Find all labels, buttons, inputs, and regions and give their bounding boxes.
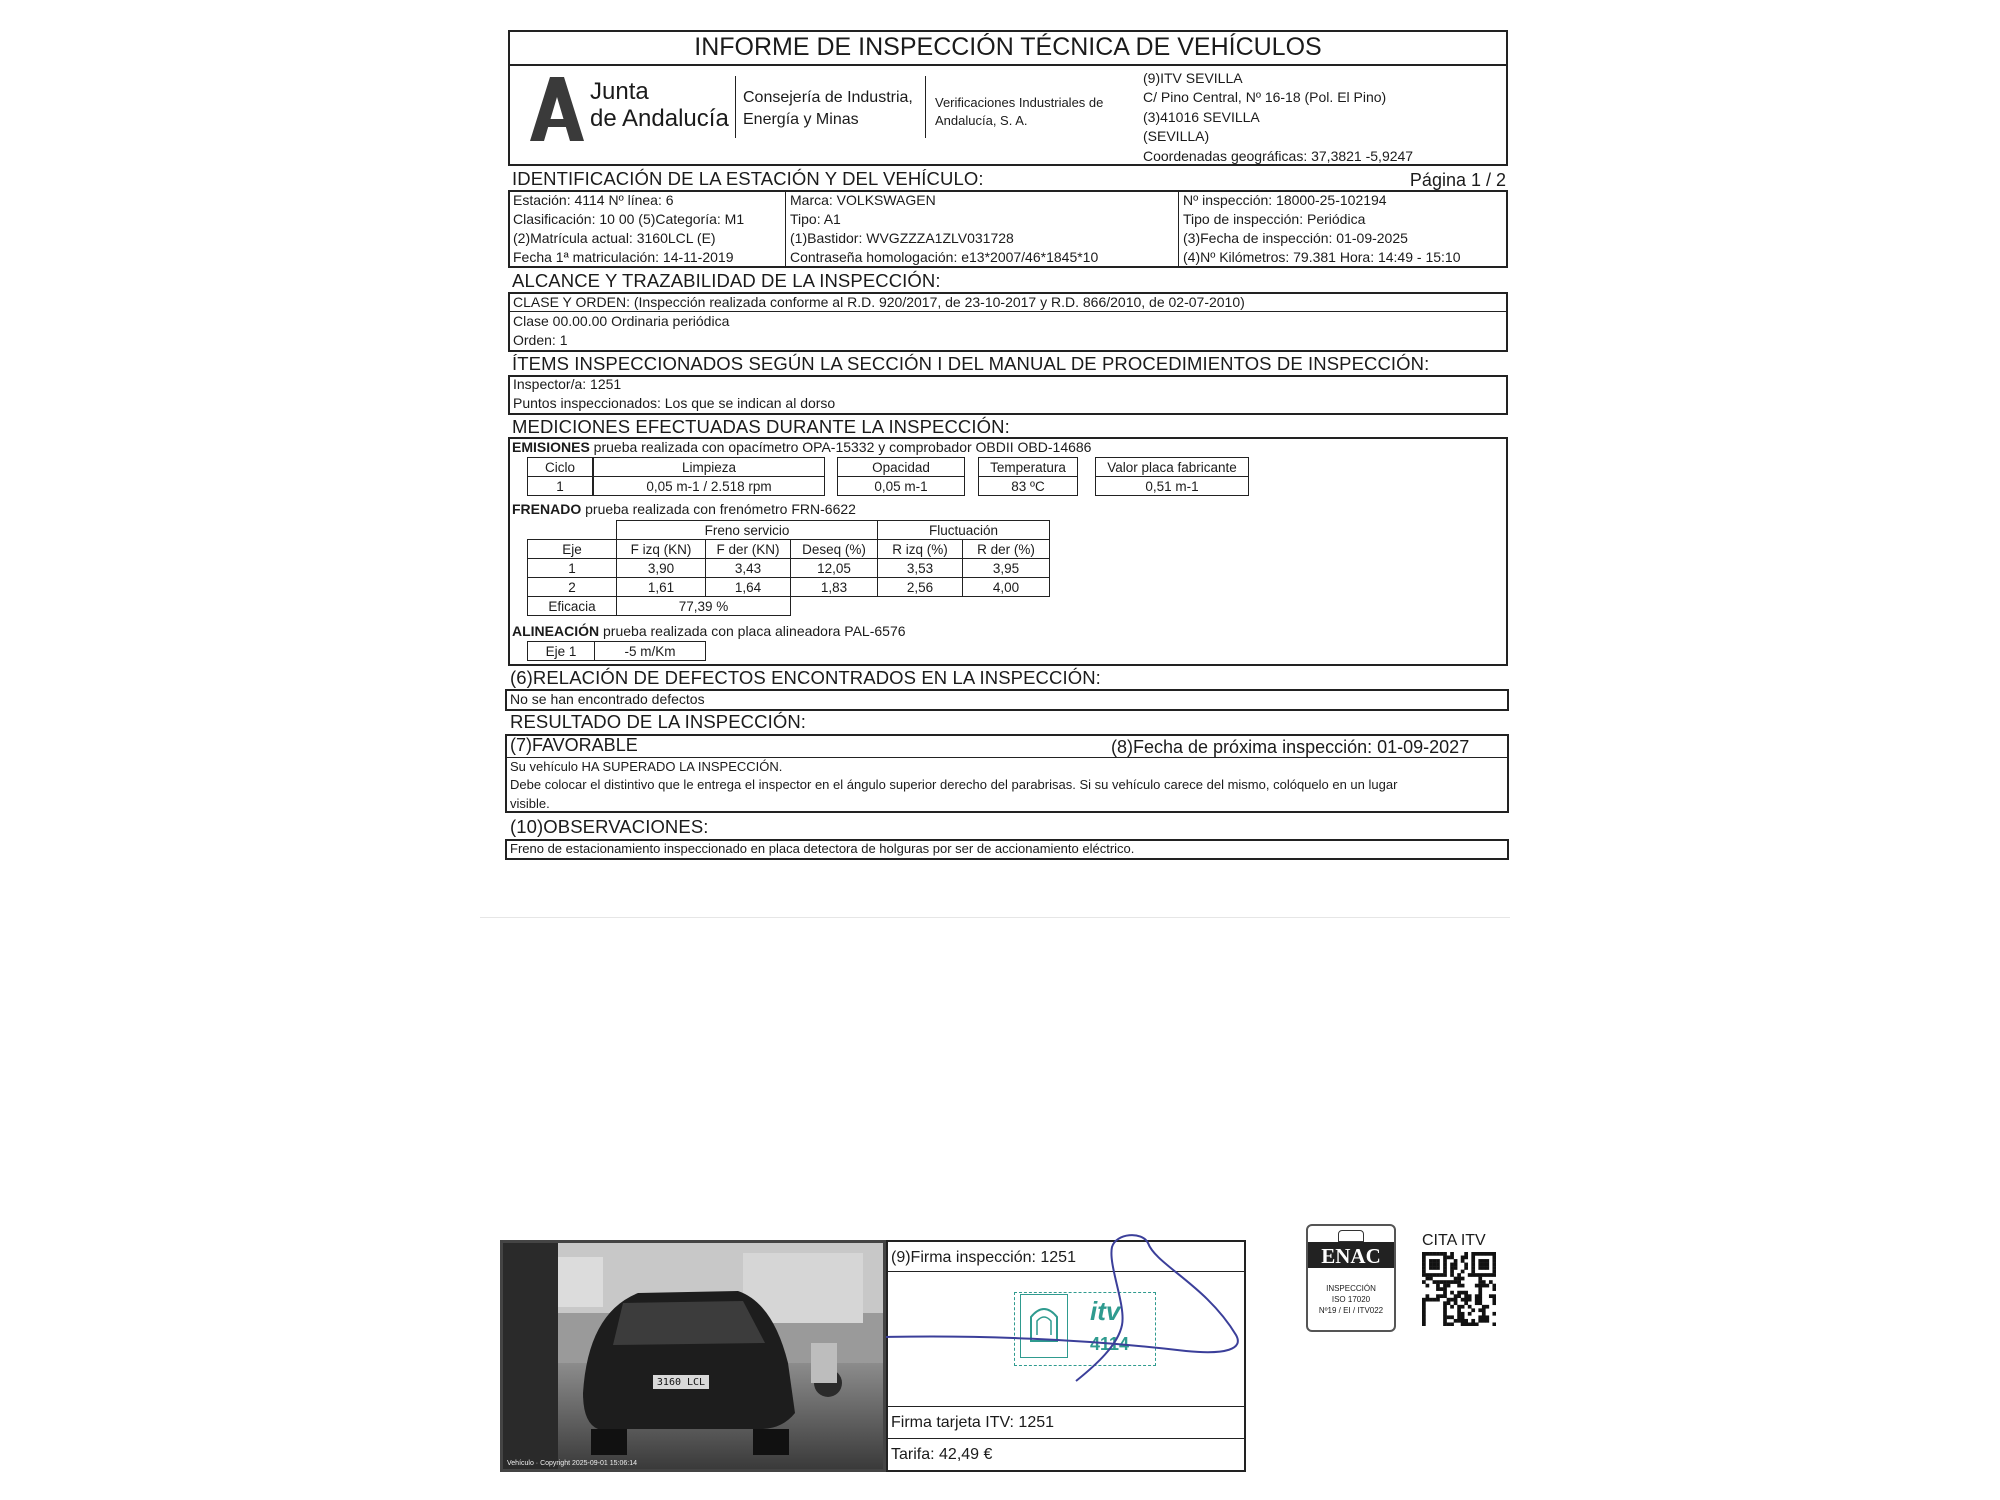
axle-header: Eje [528,540,617,559]
defects-text: No se han encontrado defectos [510,691,705,707]
department-line2: Energía y Minas [743,111,859,128]
junta-andalucia-logo [528,75,586,148]
service-brake-group: Freno servicio [617,521,878,540]
cycle-value: 1 [528,477,593,496]
alignment-label: ALINEACIÓN [512,623,600,639]
left-force-cell: 3,90 [617,559,706,578]
inspected-points-line: Puntos inspeccionados: Los que se indican al dorso [513,395,836,411]
company-line2: Andalucía, S. A. [935,113,1028,128]
emissions-plate-value-table [1095,457,1249,496]
braking-label: FRENADO [512,501,582,517]
cleaning-header: Limpieza [594,458,825,477]
right-fluctuation-header: R der (%) [963,540,1050,559]
inspector-line: Inspector/a: 1251 [513,376,622,392]
inspection-type-line: Tipo de inspección: Periódica [1183,211,1366,227]
photo-plate-text: 3160 LCL [656,1377,706,1388]
enac-line1: INSPECCIÓN [1326,1284,1376,1293]
vehicle-photo-frame [500,1240,886,1472]
vin-line: (1)Bastidor: WVGZZZA1ZLV031728 [790,230,1014,246]
imbalance-header: Deseq (%) [791,540,878,559]
station-province: (SEVILLA) [1143,128,1210,144]
cycle-header: Ciclo [528,458,593,477]
page-number: Página 1 / 2 [1409,170,1506,190]
braking-description: prueba realizada con frenómetro FRN-6622 [581,501,856,517]
enac-line3: Nº19 / EI / ITV022 [1318,1306,1384,1315]
items-title: ÍTEMS INSPECCIONADOS SEGÚN LA SECCIÓN I DEL MANUAL DE PROCEDIMIENTOS DE INSPECCIÓN: [512,353,1430,374]
classification-line: Clasificación: 10 00 (5)Categoría: M1 [513,211,745,227]
alignment-axle: Eje 1 [528,642,595,661]
measurements-title: MEDICIONES EFECTUADAS DURANTE LA INSPECCIÓN: [512,416,1010,437]
class-line: Clase 00.00.00 Ordinaria periódica [513,313,730,329]
left-force-header: F izq (KN) [617,540,706,559]
station-line: Estación: 4114 Nº línea: 6 [513,192,674,208]
plate-value: 0,51 m-1 [1096,477,1249,496]
signature-label: (9)Firma inspección: 1251 [891,1249,1076,1266]
braking-table [527,520,1050,616]
plate-value-header: Valor placa fabricante [1096,458,1249,477]
result-title: RESULTADO DE LA INSPECCIÓN: [510,711,807,732]
result-line1: Su vehículo HA SUPERADO LA INSPECCIÓN. [510,759,783,774]
alignment-value: -5 m/Km [595,642,706,661]
logo-line2: de Andalucía [590,105,729,132]
type-line: Tipo: A1 [790,211,841,227]
left-fluctuation-cell: 3,53 [878,559,963,578]
emissions-cycle-table [527,457,593,496]
cleaning-value: 0,05 m-1 / 2.518 rpm [594,477,825,496]
opacity-header: Opacidad [838,458,965,477]
enac-line2: ISO 17020 [1331,1295,1371,1304]
scope-title: ALCANCE Y TRAZABILIDAD DE LA INSPECCIÓN: [512,270,941,291]
fee-label: Tarifa: 42,49 € [891,1446,993,1463]
emissions-line [512,439,1091,455]
imbalance-cell: 1,83 [791,578,878,597]
alignment-description: prueba realizada con placa alineadora PAL-6576 [599,623,906,639]
enac-name: ENAC [1321,1244,1381,1268]
table-row [528,578,1050,597]
next-inspection-date: (8)Fecha de próxima inspección: 01-09-2027 [1111,737,1470,757]
emissions-opacity-table [837,457,965,496]
qr-label: CITA ITV [1422,1232,1486,1249]
plate-line: (2)Matrícula actual: 3160LCL (E) [513,230,716,246]
emissions-description: prueba realizada con opacímetro OPA-15332 y comprobador OBDII OBD-14686 [589,439,1092,455]
first-registration-line: Fecha 1ª matriculación: 14-11-2019 [513,249,734,265]
station-address: C/ Pino Central, Nº 16-18 (Pol. El Pino) [1143,89,1387,105]
alignment-line [512,623,906,639]
observations-text: Freno de estacionamiento inspeccionado en placa detectora de holguras por ser de accionamiento eléctrico. [510,841,1135,856]
right-fluctuation-cell: 4,00 [963,578,1050,597]
station-coordinates: Coordenadas geográficas: 37,3821 -5,9247 [1143,148,1414,164]
stamp-number: 4114 [1090,1334,1130,1354]
vehicle-photo [503,1243,883,1469]
left-fluctuation-cell: 2,56 [878,578,963,597]
enac-badge [1306,1224,1396,1332]
report-title: INFORME DE INSPECCIÓN TÉCNICA DE VEHÍCULOS [694,33,1322,61]
brand-line: Marca: VOLKSWAGEN [790,192,936,208]
defects-title: (6)RELACIÓN DE DEFECTOS ENCONTRADOS EN LA INSPECCIÓN: [510,667,1101,688]
imbalance-cell: 12,05 [791,559,878,578]
result-verdict: (7)FAVORABLE [510,735,638,755]
class-order-line: CLASE Y ORDEN: (Inspección realizada conforme al R.D. 920/2017, de 23-10-2017 y R.D. 866/2010, de 02-07-2010) [513,294,1245,310]
table-row [528,559,1050,578]
qr-code-icon[interactable] [1422,1252,1496,1326]
right-force-cell: 3,43 [706,559,791,578]
station-city: (3)41016 SEVILLA [1143,109,1260,125]
efficiency-label: Eficacia [528,597,617,616]
temperature-value: 83 ºC [979,477,1078,496]
homologation-line: Contraseña homologación: e13*2007/46*1845*10 [790,249,1099,265]
kilometers-line: (4)Nº Kilómetros: 79.381 Hora: 14:49 - 15:10 [1183,249,1461,265]
axle-cell: 2 [528,578,617,597]
card-signature-label: Firma tarjeta ITV: 1251 [891,1414,1055,1431]
axle-cell: 1 [528,559,617,578]
opacity-value: 0,05 m-1 [838,477,965,496]
logo-line1: Junta [590,78,649,105]
company-line1: Verificaciones Industriales de [935,95,1104,110]
result-line2: Debe colocar el distintivo que le entrega el inspector en el ángulo superior derecho del parabrisas. Si su vehículo carece del mismo, colóquelo en un lugar [510,777,1398,792]
efficiency-value: 77,39 % [617,597,791,616]
emissions-label: EMISIONES [512,439,590,455]
inspection-date-line: (3)Fecha de inspección: 01-09-2025 [1183,230,1408,246]
emissions-temperature-table [978,457,1078,496]
left-force-cell: 1,61 [617,578,706,597]
fluctuation-group: Fluctuación [878,521,1050,540]
braking-line [512,501,856,517]
department-line1: Consejería de Industria, [743,89,913,106]
order-line: Orden: 1 [513,332,568,348]
right-fluctuation-cell: 3,95 [963,559,1050,578]
temperature-header: Temperatura [979,458,1078,477]
right-force-cell: 1,64 [706,578,791,597]
inspection-number-line: Nº inspección: 18000-25-102194 [1183,192,1387,208]
station-name: (9)ITV SEVILLA [1143,70,1243,86]
identification-title: IDENTIFICACIÓN DE LA ESTACIÓN Y DEL VEHÍCULO: [512,168,984,189]
stamp-itv-text: itv [1090,1296,1121,1326]
scan-edge [480,917,1510,918]
alignment-table [527,641,706,661]
left-fluctuation-header: R izq (%) [878,540,963,559]
right-force-header: F der (KN) [706,540,791,559]
emissions-cleaning-table [593,457,825,496]
signature-stroke [886,1225,1246,1385]
photo-caption: Vehículo · Copyright 2025-09-01 15:06:14 [507,1460,637,1467]
observations-title: (10)OBSERVACIONES: [510,816,709,837]
result-line3: visible. [510,796,550,811]
enac-crown-icon [1338,1230,1364,1242]
